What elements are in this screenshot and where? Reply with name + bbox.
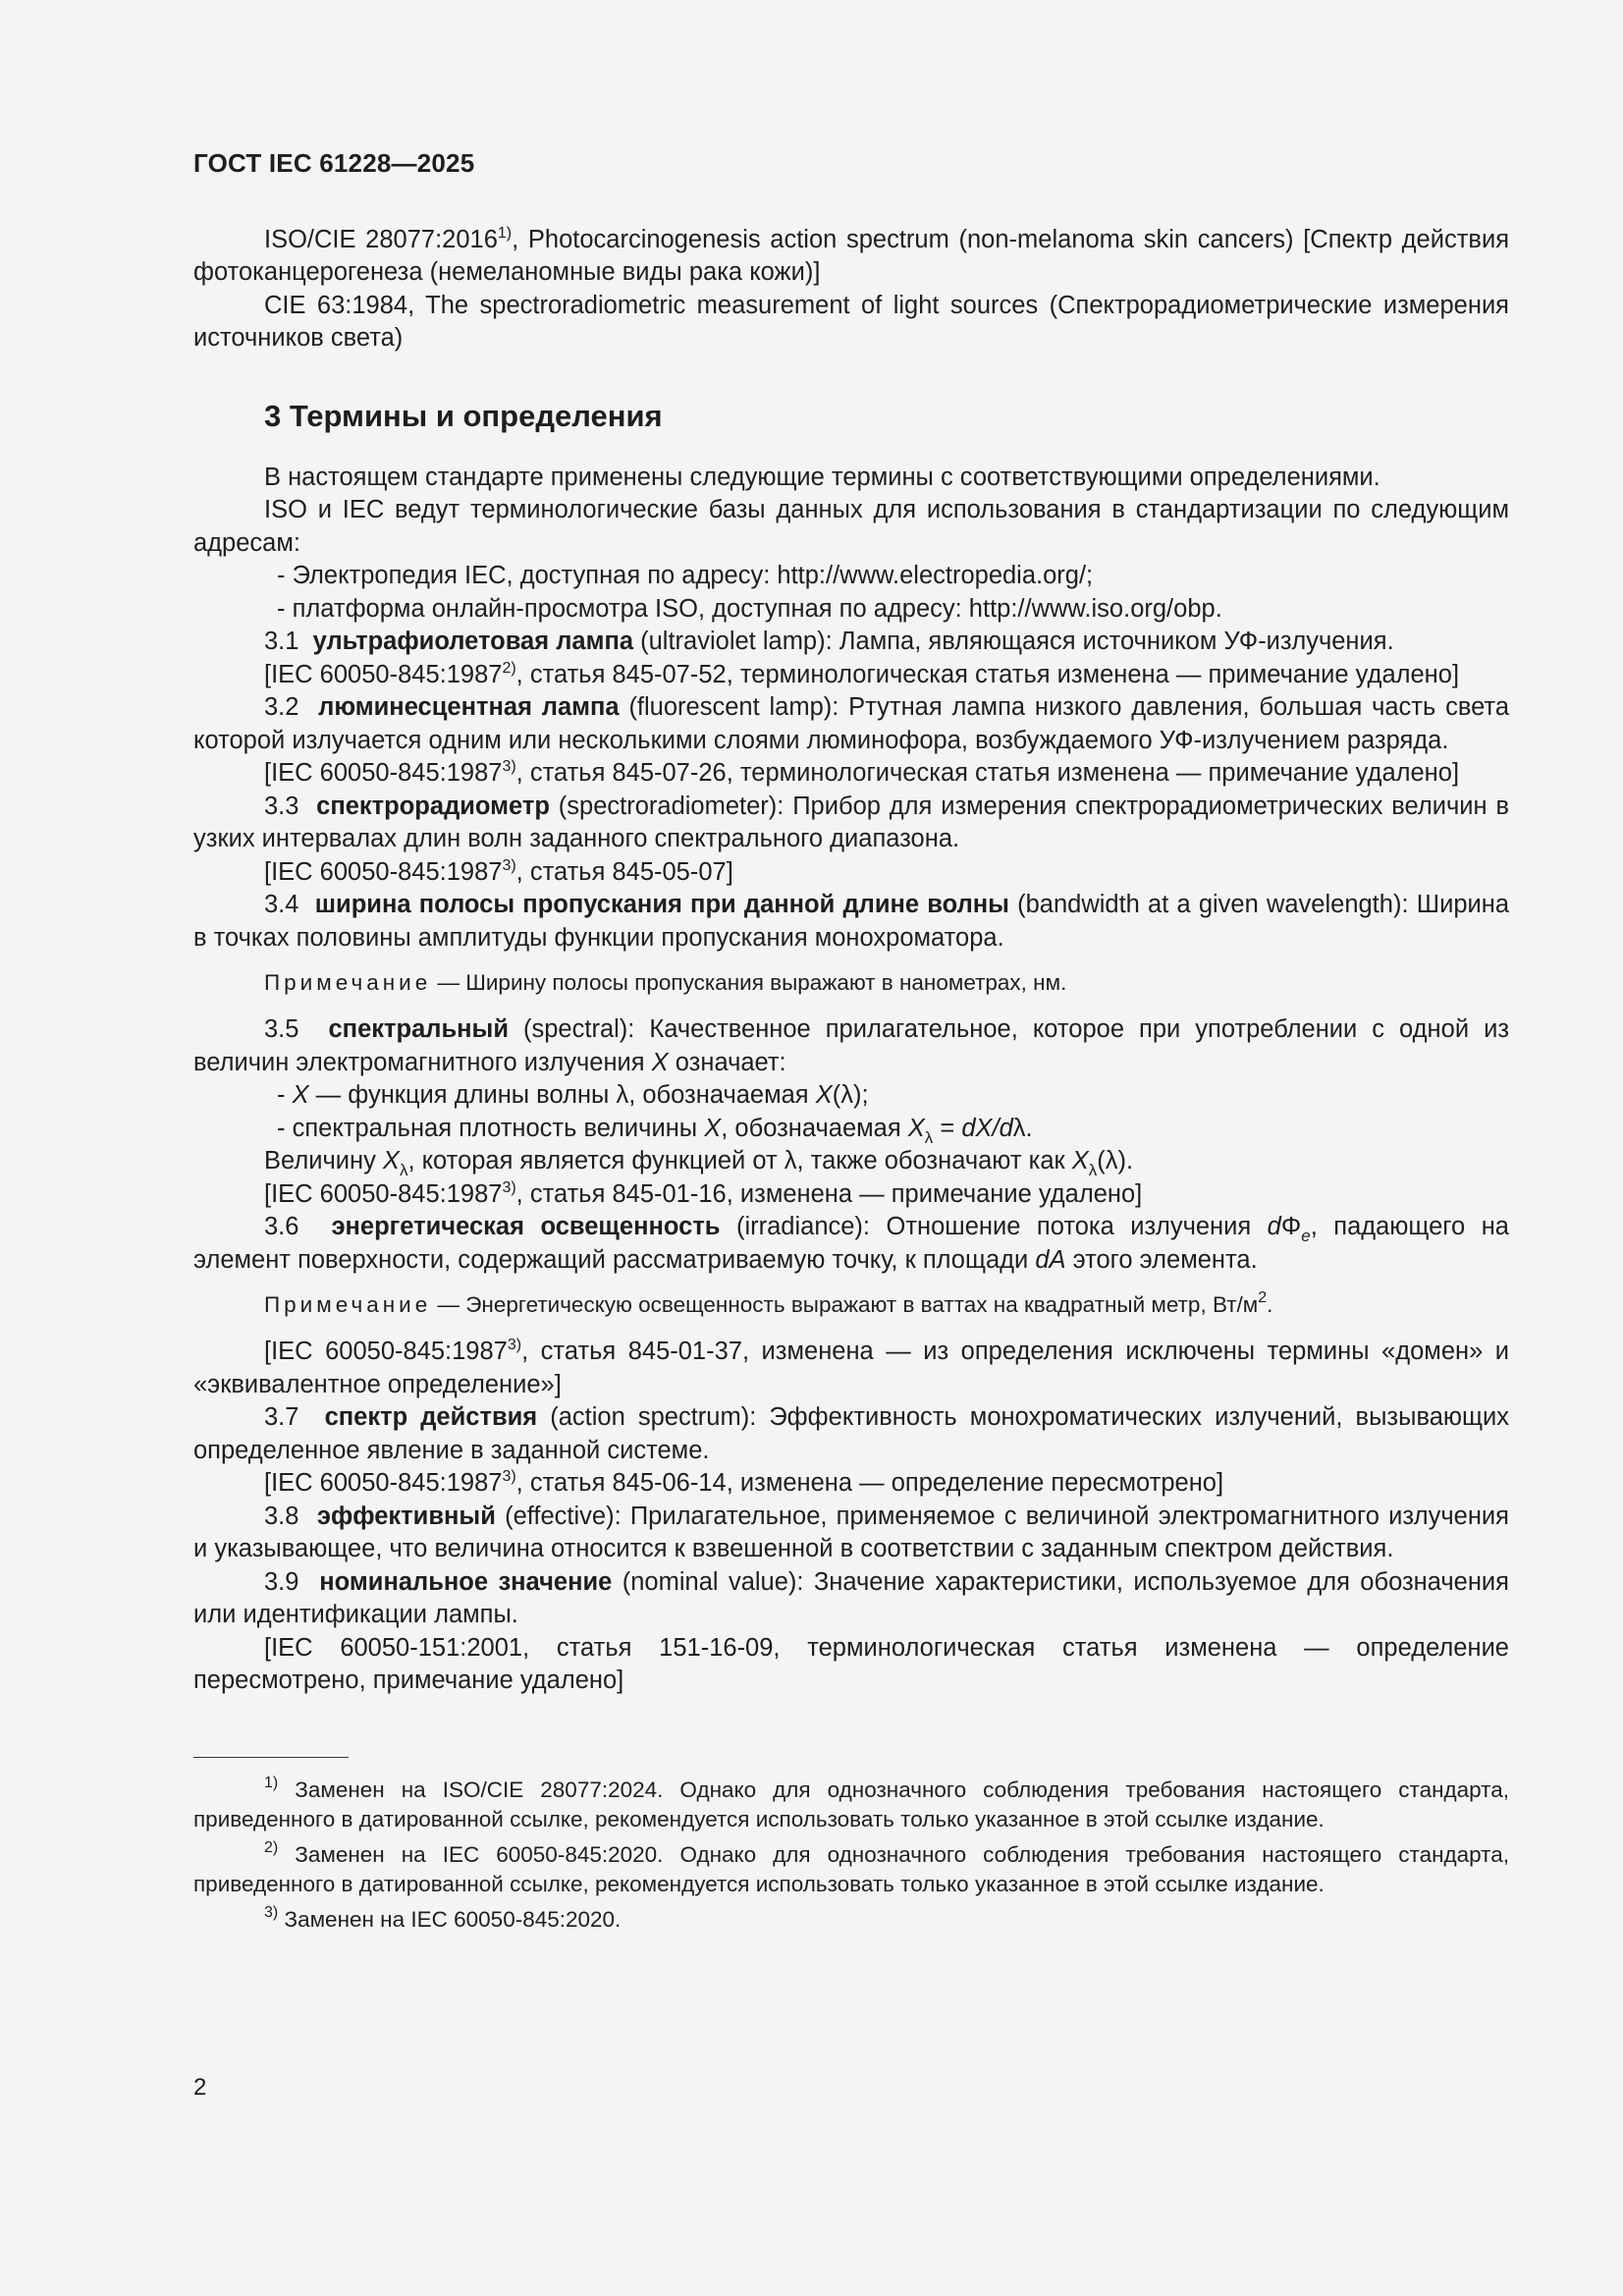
address-electropedia: - Электропедия IEC, доступная по адресу: http://www.electropedia.org/; (277, 562, 1094, 589)
term-3-4-note: Примечание — Ширину полосы пропускания выражают в нанометрах, нм. (264, 970, 1067, 995)
term-name: спектр действия (324, 1403, 538, 1431)
footnote-separator (193, 1757, 349, 1758)
address-iso-obp: - платформа онлайн-просмотра ISO, доступная по адресу: http://www.iso.org/obp. (277, 594, 1222, 623)
running-header: ГОСТ IEC 61228—2025 (193, 148, 475, 178)
reference-cie-63: CIE 63:1984, The spectroradiometric measurement of light sources (Спектрорадиометрические измерения источников света) (193, 291, 1509, 352)
term-name: люминесцентная лампа (318, 693, 620, 721)
term-name: спектральный (328, 1015, 509, 1043)
term-3-3-source: [IEC 60050-845:1987$^{3)}$, статья 845-05-07] (264, 856, 733, 886)
section-title: 3 Термины и определения (264, 398, 663, 433)
term-3-6-source: [IEC 60050-845:1987$^{3)}$, статья 845-01-37, изменена — из определения исключены термины «домен» и «эквивалентное определение»] (193, 1337, 1510, 1398)
term-3-2: 3.2 люминесцентная лампа (fluorescent lamp): Ртутная лампа низкого давления, большая часть света которой излучается одним или несколькими слоями люминофора, возбуждаемого УФ-излучением разряда. (193, 693, 1510, 754)
term-3-5-item-2: - спектральная плотность величины X, обозначаемая $X_\lambda = dX/d\lambda$. (277, 1114, 1033, 1147)
term-3-2-source: [IEC 60050-845:1987$^{3)}$, статья 845-07-26, терминологическая статья изменена — примечание удалено] (264, 758, 1460, 787)
footnote-2: $^{2)}$ Заменен на IEC 60050-845:2020. Однако для однозначного соблюдения требования настоящего стандарта, приведенного в датированной ссылке, рекомендуется использовать только указанное в этой ссылке издание. (193, 1838, 1509, 1896)
term-name: энергетическая освещенность (331, 1213, 721, 1240)
term-3-7: 3.7 спектр действия (action spectrum): Эффективность монохроматических излучений, вызывающих определенное явление в заданной системе. (193, 1403, 1509, 1464)
page-number: 2 (193, 2074, 207, 2101)
term-3-1: 3.1 ультрафиолетовая лампа (ultraviolet lamp): Лампа, являющаяся источником УФ-излучения. (264, 628, 1394, 655)
term-name: спектрорадиометр (316, 792, 550, 820)
term-3-9-source: [IEC 60050-151:2001, статья 151-16-09, терминологическая статья изменена — определение пересмотрено, примечание удалено] (193, 1633, 1509, 1694)
term-3-8: 3.8 эффективный (effective): Прилагательное, применяемое с величиной электромагнитного излучения и указывающее, что величина относится к взвешенной в соответствии с заданным спектром действия. (193, 1502, 1509, 1562)
term-3-6-note: Примечание — Энергетическую освещенность выражают в ваттах на квадратный метр, $Вт/м^2$. (264, 1289, 1273, 1317)
term-3-9: 3.9 номинальное значение (nominal value): Значение характеристики, используемое для обозначения или идентификации лампы. (193, 1567, 1509, 1628)
term-3-5-source: [IEC 60050-845:1987$^{3)}$, статья 845-01-16, изменена — примечание удалено] (264, 1178, 1143, 1208)
term-name: номинальное значение (319, 1567, 613, 1596)
section-intro: В настоящем стандарте применены следующие термины с соответствующими определениями. (264, 463, 1380, 491)
footnote-3: $^{3)}$ Заменен на IEC 60050-845:2020. (264, 1903, 622, 1932)
term-3-5-item-1: - X — функция длины волны λ, обозначаемая X(λ); (277, 1081, 869, 1109)
term-name: ультрафиолетовая лампа (312, 628, 634, 655)
term-3-7-source: [IEC 60050-845:1987$^{3)}$, статья 845-06-14, изменена — определение пересмотрено] (264, 1468, 1224, 1497)
term-3-5-remark: Величину $X_\lambda$, которая является функцией от λ, также обозначают как $X_\lambda(\lambda)$. (264, 1147, 1134, 1179)
term-3-5: 3.5 спектральный (spectral): Качественное прилагательное, которое при употреблении с одной из величин электромагнитного излучения X означает: (193, 1015, 1510, 1076)
term-name: ширина полосы пропускания при данной длине волны (314, 891, 1009, 918)
page-content (193, 147, 1509, 1941)
terminology-databases-intro: ISO и IEC ведут терминологические базы данных для использования в стандартизации по следующим адресам: (193, 496, 1509, 557)
term-name: эффективный (316, 1502, 496, 1530)
term-3-3: 3.3 спектрорадиометр (spectroradiometer): Прибор для измерения спектрорадиометрических величин в узких интервалах длин волн заданного спектрального диапазона. (193, 792, 1509, 852)
term-3-4: 3.4 ширина полосы пропускания при данной длине волны (bandwidth at a given wavelength): Ширина в точках половины амплитуды функции пропускания монохроматора. (193, 891, 1510, 952)
term-3-6: 3.6 энергетическая освещенность (irradiance): Отношение потока излучения $d\Phi_e$, падающего на элемент поверхности, содержащий рассматриваемую точку, к площади dA этого элемента. (193, 1213, 1509, 1274)
term-3-1-source: [IEC 60050-845:1987$^{2)}$, статья 845-07-52, терминологическая статья изменена — примечание удалено] (264, 659, 1460, 688)
footnote-1: $^{1)}$ Заменен на ISO/CIE 28077:2024. Однако для однозначного соблюдения требования настоящего стандарта, приведенного в датированной ссылке, рекомендуется использовать только указанное в этой ссылке издание. (193, 1774, 1509, 1831)
reference-iso-cie-28077: ISO/CIE 28077:2016$^{1)}$, Photocarcinogenesis action spectrum (non-melanoma skin cancers) [Спектр действия фотоканцерогенеза (немеланомные виды рака кожи)] (193, 224, 1509, 286)
